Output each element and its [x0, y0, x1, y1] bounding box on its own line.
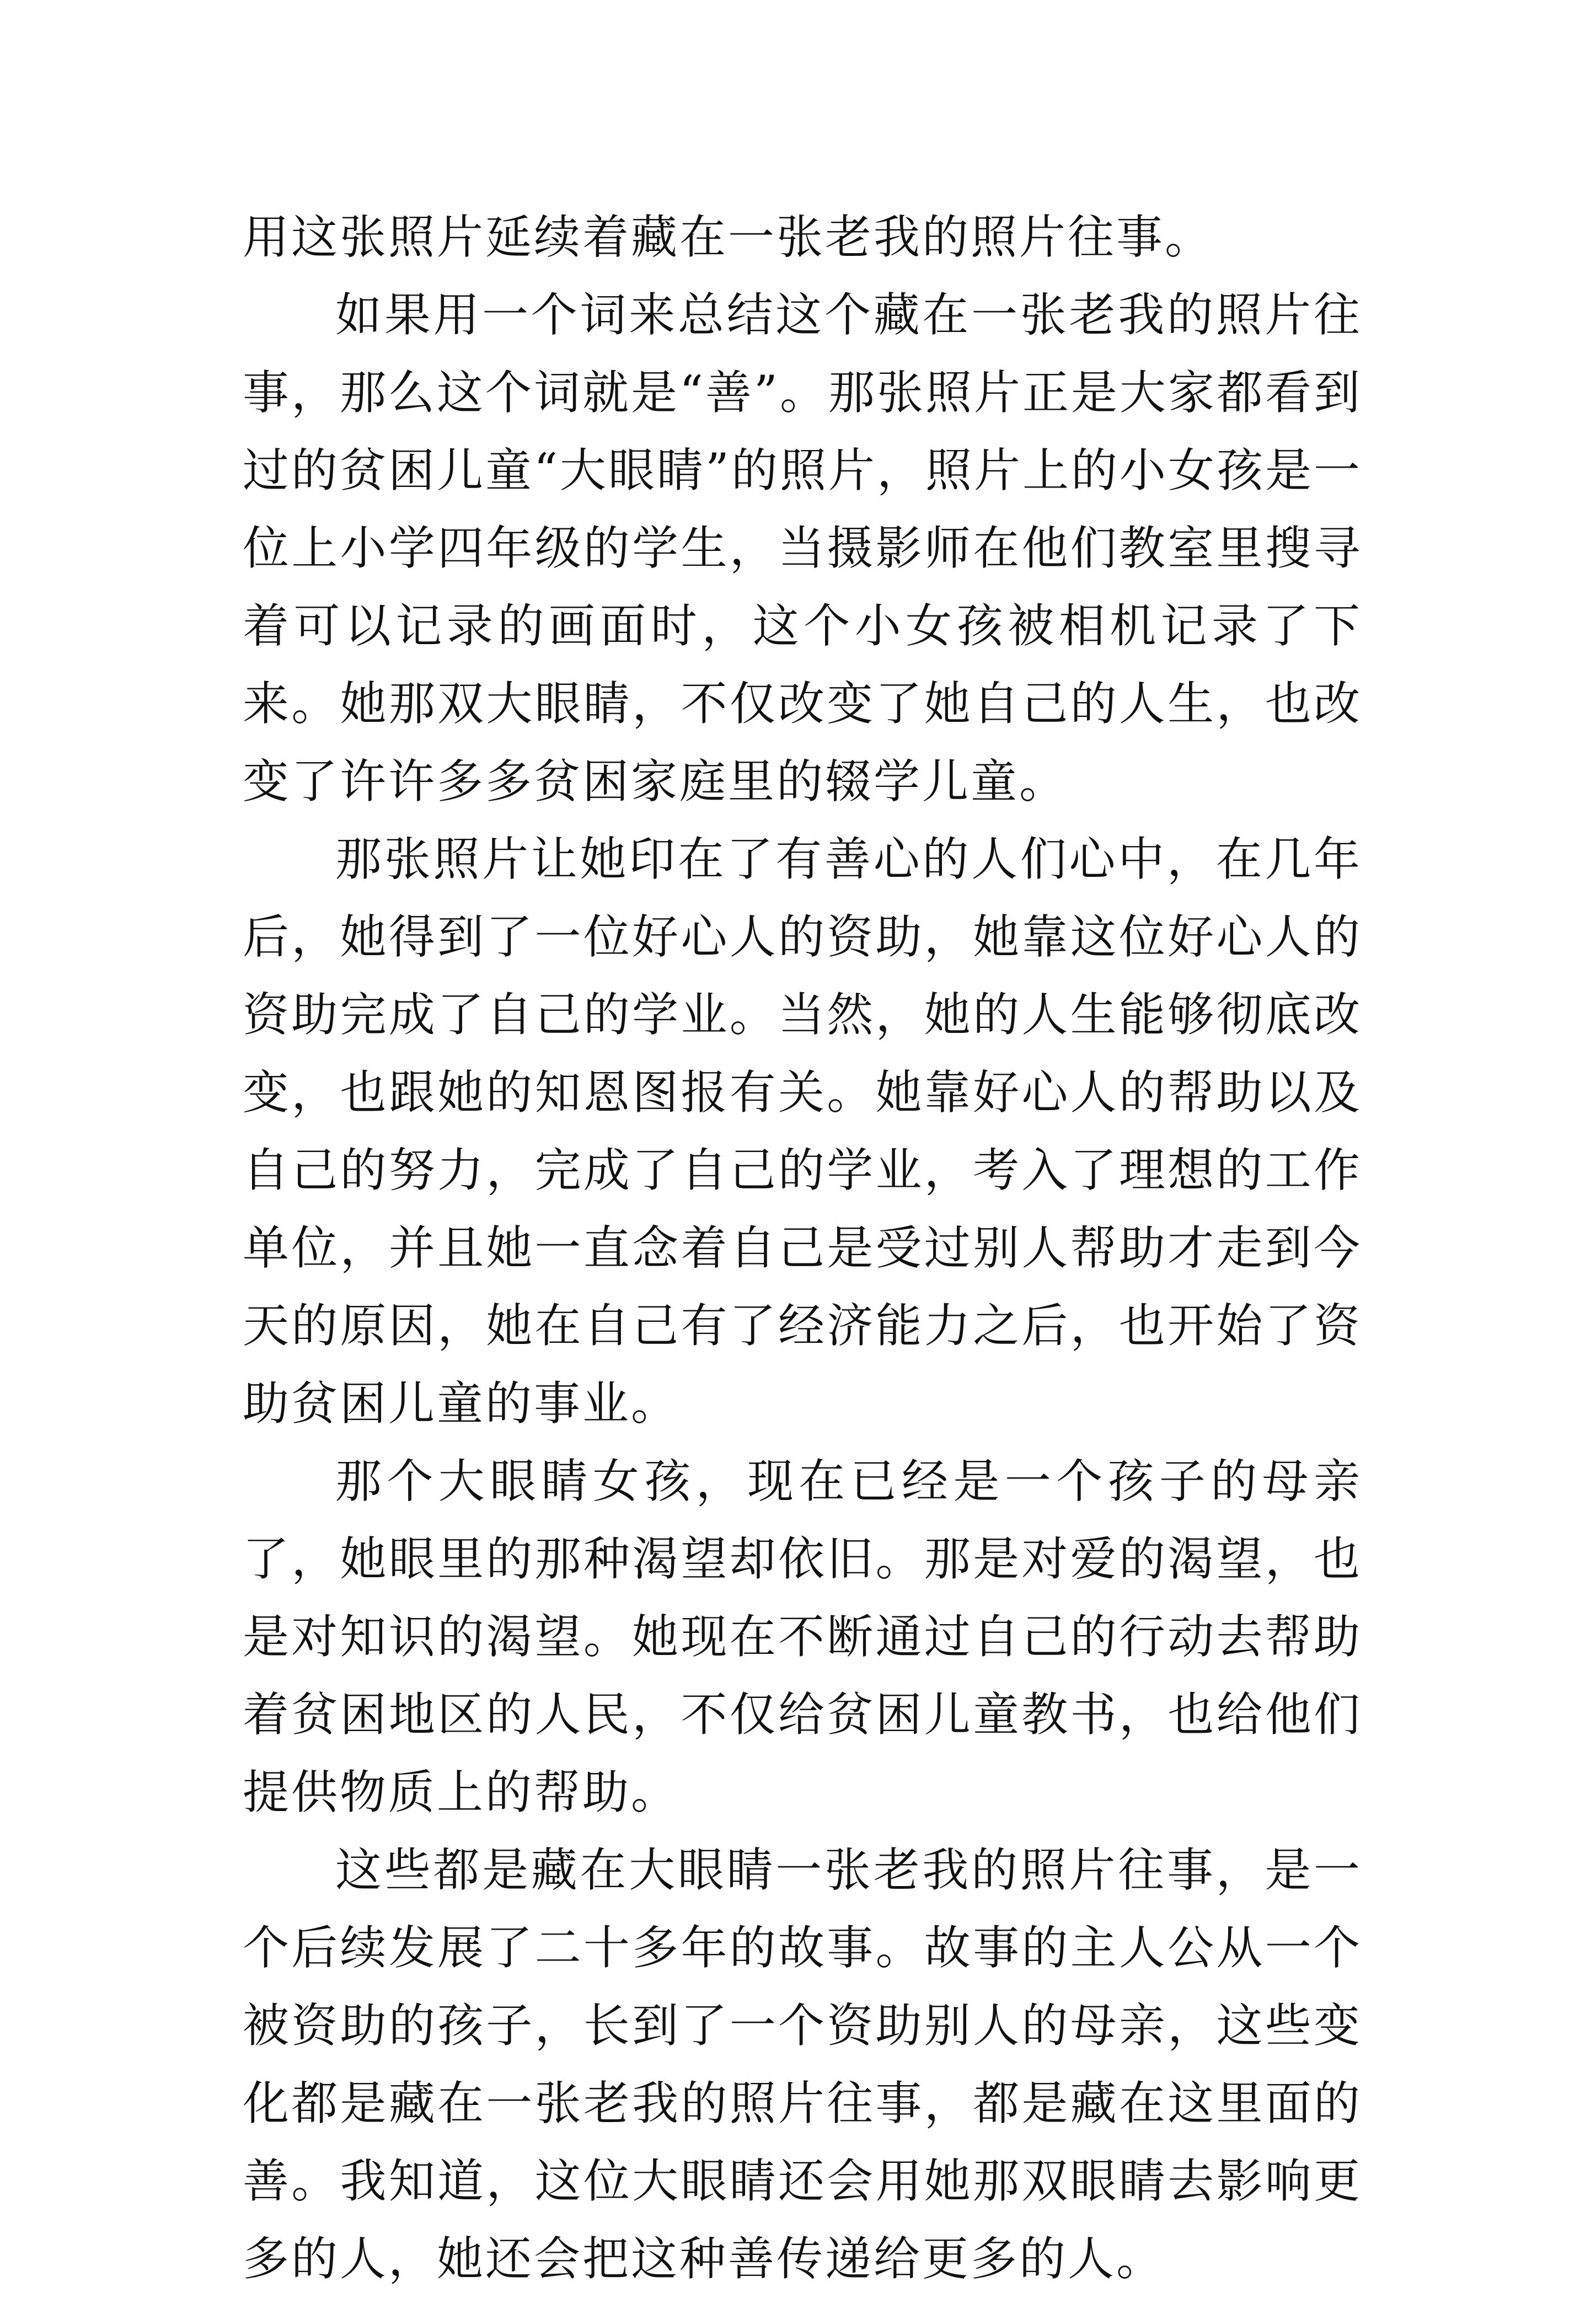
paragraph: 那张照片让她印在了有善心的人们心中，在几年后，她得到了一位好心人的资助，她靠这位好心人的资助完成了自己的学业。当然，她的人生能够彻底改变，也跟她的知恩图报有关。她靠好心人的帮助以及自己的努力，完成了自己的学业，考入了理想的工作单位，并且她一直念着自己是受过别人帮助才走到今天的原因，她在自己有了经济能力之后，也开始了资助贫困儿童的事业。	[243, 832, 1362, 1431]
paragraph: 那个大眼睛女孩，现在已经是一个孩子的母亲了，她眼里的那种渴望却依旧。那是对爱的渴望，也是对知识的渴望。她现在不断通过自己的行动去帮助着贫困地区的人民，不仅给贫困儿童教书，也给他们提供物质上的帮助。	[243, 1454, 1362, 1819]
paragraph: 这些都是藏在大眼睛一张老我的照片往事，是一个后续发展了二十多年的故事。故事的主人公从一个被资助的孩子，长到了一个资助别人的母亲，这些变化都是藏在一张老我的照片往事，都是藏在这里面的善。我知道，这位大眼睛还会用她那双眼睛去影响更多的人，她还会把这种善传递给更多的人。	[243, 1843, 1362, 2286]
paragraph: 如果用一个词来总结这个藏在一张老我的照片往事，那么这个词就是“善”。那张照片正是大家都看到过的贫困儿童“大眼睛”的照片，照片上的小女孩是一位上小学四年级的学生，当摄影师在他们教室里搜寻着可以记录的画面时，这个小女孩被相机记录了下来。她那双大眼睛，不仅改变了她自己的人生，也改变了许许多多贫困家庭里的辍学儿童。	[243, 288, 1362, 808]
paragraph-continuation: 用这张照片延续着藏在一张老我的照片往事。	[243, 210, 1214, 264]
document-body	[243, 199, 1362, 2298]
